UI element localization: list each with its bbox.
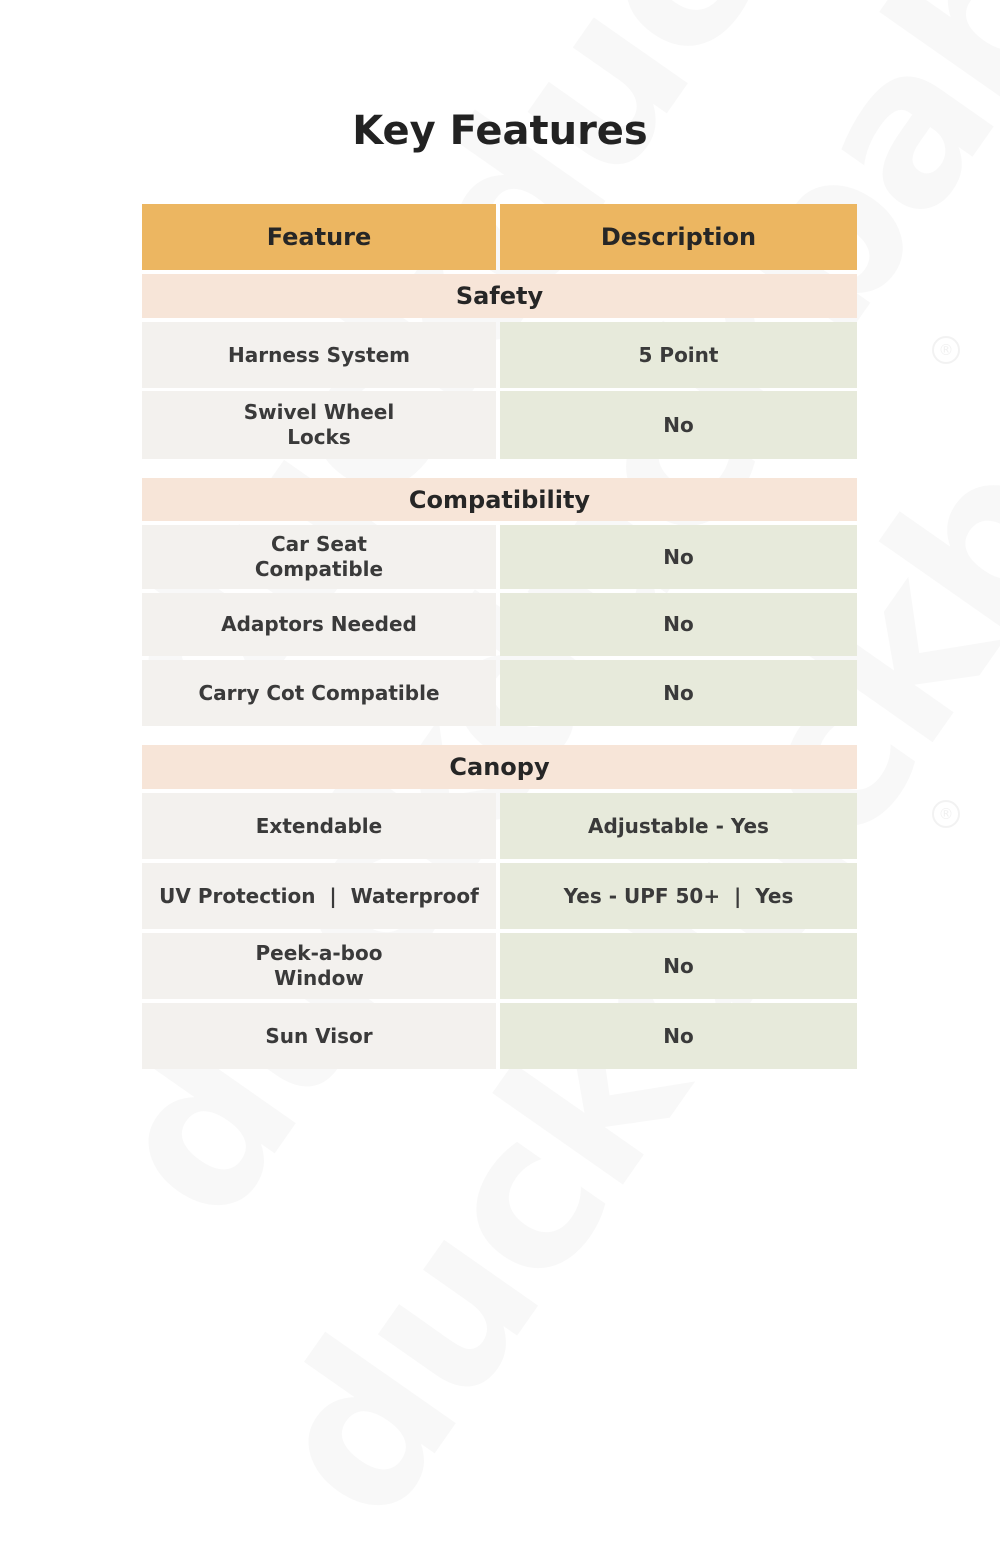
section-header-compatibility: Compatibility <box>142 478 857 521</box>
table-row <box>142 660 857 726</box>
table-header-row <box>142 204 857 270</box>
description-text: 5 Point <box>638 342 719 367</box>
description-cell <box>500 793 857 859</box>
page-title: Key Features <box>352 108 648 154</box>
feature-cell: Swivel Wheel Locks <box>142 391 496 459</box>
description-cell <box>500 593 857 656</box>
section-header-canopy: Canopy <box>142 745 857 789</box>
table-row <box>142 593 857 656</box>
description-text: No <box>663 544 694 569</box>
description-cell <box>500 933 857 999</box>
table-row <box>142 1003 857 1069</box>
watermark-registered-mark-2: ® <box>932 800 960 828</box>
description-text: No <box>663 953 694 978</box>
description-text: No <box>663 1023 694 1048</box>
table-row <box>142 933 857 999</box>
description-text: Adjustable - Yes <box>588 813 769 838</box>
description-text: No <box>663 612 694 636</box>
description-text: No <box>663 412 694 437</box>
feature-cell: Sun Visor <box>142 1003 496 1069</box>
feature-cell: Harness System <box>142 322 496 388</box>
description-text: No <box>663 680 694 705</box>
header-feature: Feature <box>142 204 496 270</box>
section-header-safety: Safety <box>142 274 857 318</box>
watermark-registered-mark-1: ® <box>932 336 960 364</box>
description-cell <box>500 660 857 726</box>
table-row <box>142 322 857 388</box>
description-cell <box>500 525 857 589</box>
table-row <box>142 525 857 589</box>
header-description: Description <box>500 204 857 270</box>
feature-cell: Carry Cot Compatible <box>142 660 496 726</box>
feature-cell: Adaptors Needed <box>142 593 496 656</box>
description-text: Yes - UPF 50+ | Yes <box>563 883 794 908</box>
feature-cell: UV Protection | Waterproof <box>142 863 496 929</box>
feature-cell: Peek-a-boo Window <box>142 933 496 999</box>
description-cell <box>500 391 857 459</box>
description-cell <box>500 322 857 388</box>
table-row <box>142 391 857 459</box>
table-row <box>142 793 857 859</box>
description-cell <box>500 1003 857 1069</box>
table-row <box>142 863 857 929</box>
description-cell <box>500 863 857 929</box>
feature-cell: Car Seat Compatible <box>142 525 496 589</box>
feature-cell: Extendable <box>142 793 496 859</box>
